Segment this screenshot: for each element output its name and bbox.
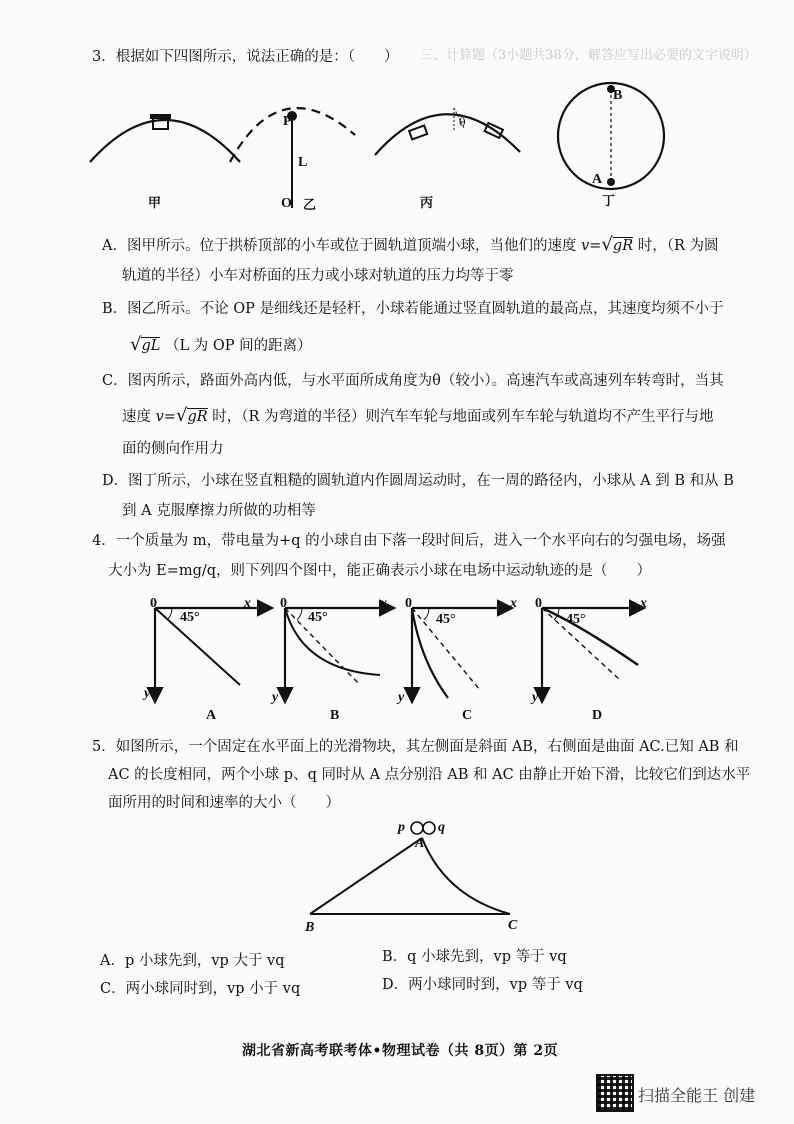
label-A: A bbox=[592, 172, 603, 187]
q4-c-y: y bbox=[398, 690, 405, 705]
q4-stem-line2: 大小为 E=mg/q，则下列四个图中，能正确表示小球在电场中运动轨迹的是（ ） bbox=[108, 563, 652, 579]
q5-label-A: A bbox=[415, 836, 425, 851]
page-footer: 湖北省新高考联考体•物理试卷（共 8页）第 2页 bbox=[242, 1043, 559, 1059]
q4-d-y: y bbox=[532, 690, 539, 705]
q4-stem-line1: 4．一个质量为 m，带电量为+q 的小球自由下落一段时间后，进入一个水平向右的匀强电场，场强 bbox=[92, 533, 726, 549]
q4-a-x: x bbox=[244, 596, 251, 611]
q5-label-C: C bbox=[508, 918, 518, 933]
q4-label-b: B bbox=[330, 708, 340, 723]
q3-option-a-line1: A．图甲所示。位于拱桥顶部的小车或位于圆轨道顶端小球，当他们的速度 v=√gR 时，（R 为圆 bbox=[102, 234, 719, 255]
q3-option-c-line3: 面的侧向作用力 bbox=[122, 441, 224, 457]
q4-c-angle: 45° bbox=[436, 612, 456, 627]
q4-a-y: y bbox=[144, 686, 151, 701]
q5-option-a: A．p 小球先到，vp 大于 vq bbox=[100, 953, 285, 969]
q4-c-x: x bbox=[510, 596, 517, 611]
label-P: P bbox=[283, 114, 292, 129]
q3-option-d-line1: D．图丁所示，小球在竖直粗糙的圆轨道内作圆周运动时，在一周的路径内，小球从 A 到 B 和从 B bbox=[102, 473, 734, 489]
q3-option-a-line2: 轨道的半径）小车对桥面的压力或小球对轨道的压力均等于零 bbox=[122, 268, 514, 284]
bridge-arch bbox=[90, 120, 240, 162]
q4-c-origin: 0 bbox=[405, 596, 412, 611]
q3-option-c-line2: 速度 v=√gR 时，（R 为弯道的半径）则汽车车轮与地面或列车车轮与轨道均不产生平行与地 bbox=[122, 405, 714, 426]
car-top bbox=[150, 114, 171, 119]
fig-label-bing: 丙 bbox=[420, 196, 434, 211]
q5-option-c: C．两小球同时到，vp 小于 vq bbox=[100, 981, 301, 997]
q4-figures bbox=[130, 590, 770, 730]
q4-b-y: y bbox=[272, 690, 279, 705]
q5-stem-line3: 面所用的时间和速率的大小（ ） bbox=[108, 795, 340, 811]
q3-option-d-line2: 到 A 克服摩擦力所做的功相等 bbox=[122, 503, 316, 519]
q3-option-c-line1: C．图丙所示，路面外高内低，与水平面所成角度为θ（较小）。高速汽车或高速列车转弯时，当其 bbox=[102, 373, 724, 389]
scanner-watermark: 扫描全能王 创建 bbox=[638, 1086, 756, 1105]
q3-option-b-line2: √gL （L 为 OP 间的距离） bbox=[130, 334, 312, 355]
banked-road bbox=[375, 114, 520, 155]
q4-d-origin: 0 bbox=[535, 596, 542, 611]
fig-label-ding: 丁 bbox=[602, 194, 616, 209]
q5-stem-line2: AC 的长度相同，两个小球 p、q 同时从 A 点分别沿 AB 和 AC 由静止开始下滑，比较它们到达水平 bbox=[108, 767, 751, 783]
q4-a-origin: 0 bbox=[150, 596, 157, 611]
q4-fig-d bbox=[542, 608, 642, 700]
q3-stem: 3．根据如下四图所示，说法正确的是：（ ） bbox=[92, 49, 399, 65]
fig-label-yi: 乙 bbox=[303, 198, 317, 213]
label-O: O bbox=[281, 196, 292, 211]
q4-d-x: x bbox=[640, 596, 647, 611]
q5-stem-line1: 5．如图所示，一个固定在水平面上的光滑物块，其左侧面是斜面 AB，右侧面是曲面 AC.已知 AB 和 bbox=[92, 739, 739, 755]
q4-fig-c bbox=[412, 608, 510, 700]
q3-option-b-line1: B．图乙所示。不论 OP 是细线还是轻杆，小球若能通过竖直圆轨道的最高点，其速度均须不小于 bbox=[102, 301, 724, 317]
label-L: L bbox=[298, 155, 308, 170]
q4-a-angle: 45° bbox=[180, 610, 200, 625]
q4-label-a: A bbox=[206, 708, 217, 723]
q5-option-b: B．q 小球先到，vp 等于 vq bbox=[382, 949, 567, 965]
q5-figure bbox=[295, 816, 535, 926]
q4-b-angle: 45° bbox=[308, 610, 328, 625]
q5-label-p: p bbox=[398, 820, 405, 835]
q4-b-x: x bbox=[380, 596, 387, 611]
qr-code-icon bbox=[596, 1074, 634, 1112]
q4-fig-a bbox=[155, 608, 270, 700]
bleed-through-text: 三、计算题（3小题共38分，解答应写出必要的文字说明） bbox=[420, 48, 757, 63]
label-B: B bbox=[613, 88, 623, 103]
q5-option-d: D．两小球同时到，vp 等于 vq bbox=[382, 977, 583, 993]
q5-label-q: q bbox=[438, 820, 445, 835]
q4-b-origin: 0 bbox=[280, 596, 287, 611]
q4-label-c: C bbox=[462, 708, 473, 723]
q3-figures bbox=[80, 80, 730, 215]
label-theta: θ bbox=[459, 116, 466, 129]
fig-label-jia: 甲 bbox=[148, 196, 162, 211]
q4-d-angle: 45° bbox=[566, 612, 586, 627]
q5-label-B: B bbox=[305, 920, 315, 935]
q4-label-d: D bbox=[592, 708, 603, 723]
q4-fig-b bbox=[285, 608, 392, 700]
